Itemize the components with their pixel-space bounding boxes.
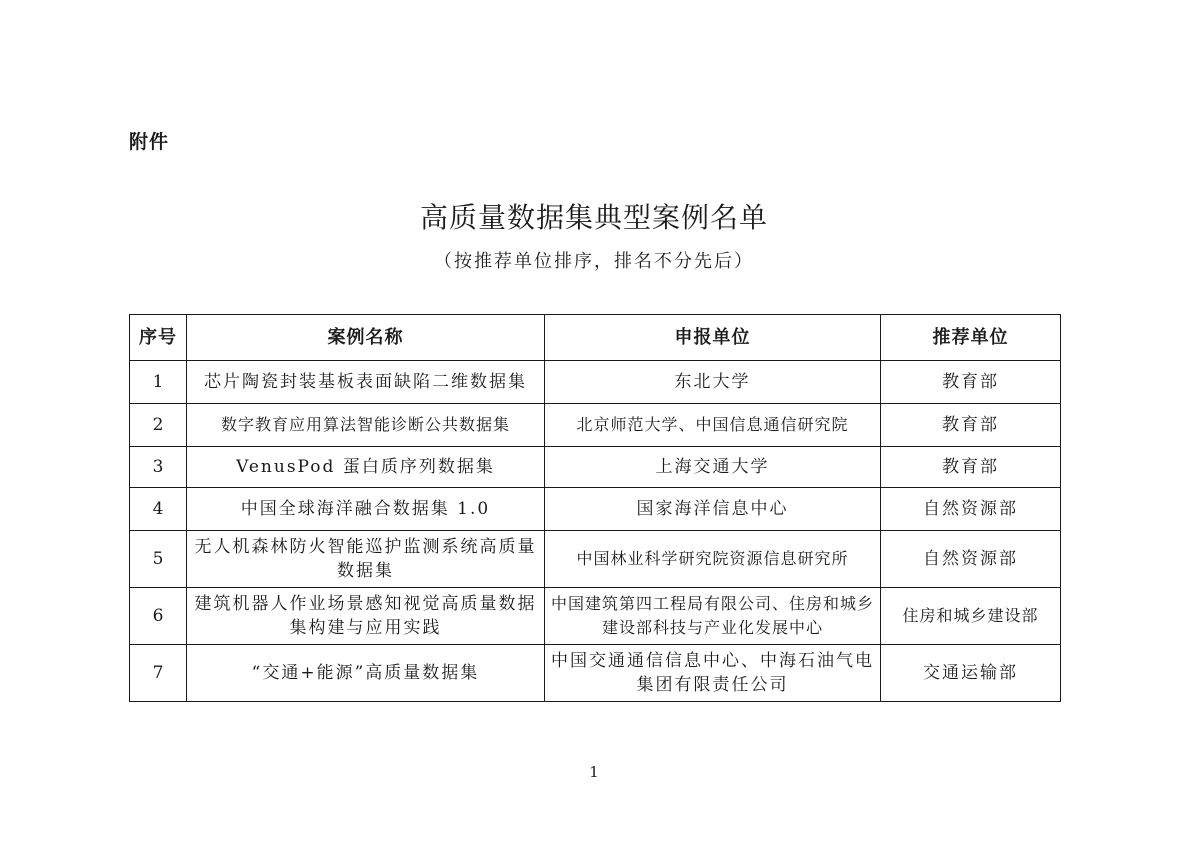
cell-recommender: 住房和城乡建设部 <box>881 588 1061 645</box>
cell-index: 4 <box>130 488 187 531</box>
cell-case-name: 芯片陶瓷封装基板表面缺陷二维数据集 <box>187 361 545 404</box>
table-row <box>130 447 1061 488</box>
cell-case-name: 数字教育应用算法智能诊断公共数据集 <box>187 404 545 447</box>
cell-recommender: 自然资源部 <box>881 531 1061 588</box>
cell-index: 2 <box>130 404 187 447</box>
header-applicant: 申报单位 <box>545 315 881 361</box>
cell-index: 3 <box>130 447 187 488</box>
cell-applicant: 中国林业科学研究院资源信息研究所 <box>545 531 881 588</box>
document-title: 高质量数据集典型案例名单 <box>419 201 768 234</box>
cell-case-name: 无人机森林防火智能巡护监测系统高质量数据集 <box>187 531 545 588</box>
cell-index: 5 <box>130 531 187 588</box>
cell-recommender: 教育部 <box>881 404 1061 447</box>
attachment-label: 附件 <box>129 131 170 153</box>
table-row <box>130 531 1061 588</box>
cell-applicant: 中国交通通信信息中心、中海石油气电集团有限责任公司 <box>545 645 881 702</box>
table-row <box>130 361 1061 404</box>
cell-index: 6 <box>130 588 187 645</box>
cell-index: 7 <box>130 645 187 702</box>
cell-case-name: 建筑机器人作业场景感知视觉高质量数据集构建与应用实践 <box>187 588 545 645</box>
header-case-name: 案例名称 <box>187 315 545 361</box>
cell-case-name: VenusPod 蛋白质序列数据集 <box>187 447 545 488</box>
case-list-table <box>129 314 1061 702</box>
cell-applicant: 上海交通大学 <box>545 447 881 488</box>
cell-applicant: 北京师范大学、中国信息通信研究院 <box>545 404 881 447</box>
header-recommender: 推荐单位 <box>881 315 1061 361</box>
table-header-row <box>130 315 1061 361</box>
cell-applicant: 中国建筑第四工程局有限公司、住房和城乡建设部科技与产业化发展中心 <box>545 588 881 645</box>
header-index: 序号 <box>130 315 187 361</box>
cell-recommender: 自然资源部 <box>881 488 1061 531</box>
table-row <box>130 488 1061 531</box>
table-row <box>130 588 1061 645</box>
cell-applicant: 国家海洋信息中心 <box>545 488 881 531</box>
cell-recommender: 教育部 <box>881 447 1061 488</box>
page-number: 1 <box>589 763 599 781</box>
cell-applicant: 东北大学 <box>545 361 881 404</box>
cell-case-name: “交通+能源”高质量数据集 <box>187 645 545 702</box>
cell-index: 1 <box>130 361 187 404</box>
table-row <box>130 645 1061 702</box>
cell-recommender: 教育部 <box>881 361 1061 404</box>
document-subtitle: （按推荐单位排序，排名不分先后） <box>434 251 754 272</box>
table-row <box>130 404 1061 447</box>
cell-case-name: 中国全球海洋融合数据集 1.0 <box>187 488 545 531</box>
cell-recommender: 交通运输部 <box>881 645 1061 702</box>
